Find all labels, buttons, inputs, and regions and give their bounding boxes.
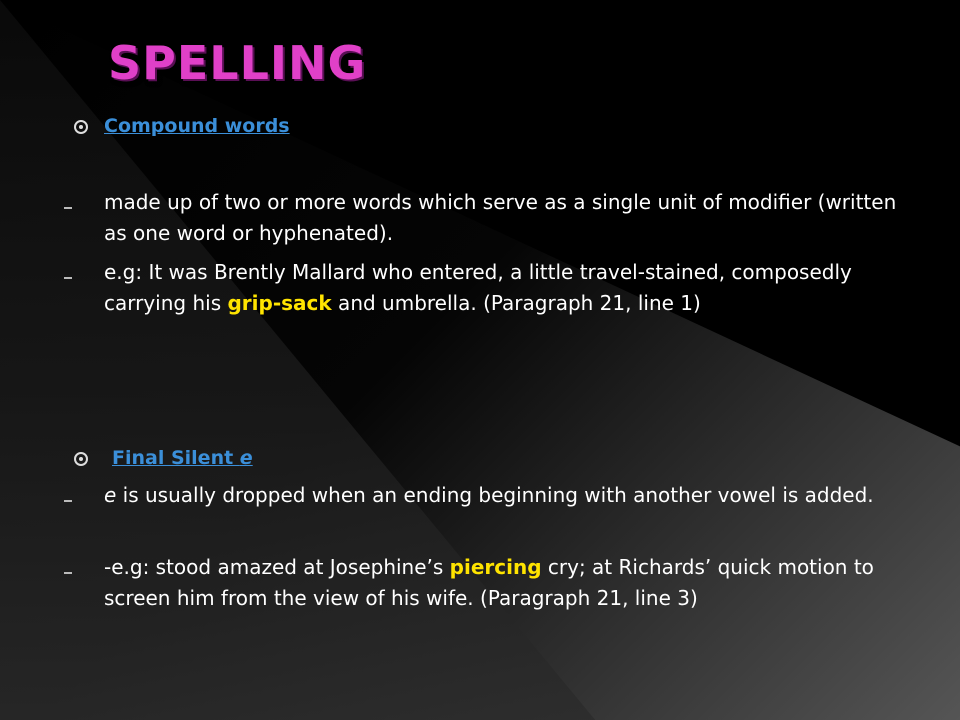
compound-definition: made up of two or more words which serve as a single unit of modifier (written as one word or hyphenated). <box>104 190 897 245</box>
highlight-piercing: piercing <box>449 555 542 579</box>
compound-words-link[interactable]: Compound words <box>104 115 290 137</box>
dash-bullet-icon <box>64 207 72 209</box>
silent-e-example <box>104 552 904 614</box>
dash-bullet-icon <box>64 277 72 279</box>
rule-text: is usually dropped when an ending beginning with another vowel is added. <box>116 483 874 507</box>
highlight-grip-sack: grip-sack <box>227 291 332 315</box>
final-silent-label: Final Silent <box>112 447 240 469</box>
radio-bullet-icon <box>74 452 88 466</box>
example2-text-start: -e.g: stood amazed at Josephine’s <box>104 555 450 579</box>
example-text-end: and umbrella. (Paragraph 21, line 1) <box>331 291 701 315</box>
dash-bullet-icon <box>64 500 72 502</box>
final-silent-e-italic: e <box>239 447 253 469</box>
radio-bullet-icon <box>74 120 88 134</box>
silent-e-rule <box>104 480 904 511</box>
rule-italic-e: e <box>104 483 117 507</box>
dash-bullet-icon <box>64 572 72 574</box>
example-text-start: e.g: It was Brently Mallard who entered, a little travel-stained, composedly carrying his <box>104 260 852 315</box>
example2-text-end: cry; at Richards’ quick motion to screen him from the view of his wife. (Paragraph 21, line 3) <box>104 555 874 610</box>
slide-title: SPELLING <box>108 36 367 90</box>
final-silent-e-link[interactable] <box>112 447 253 469</box>
compound-example <box>104 257 904 319</box>
